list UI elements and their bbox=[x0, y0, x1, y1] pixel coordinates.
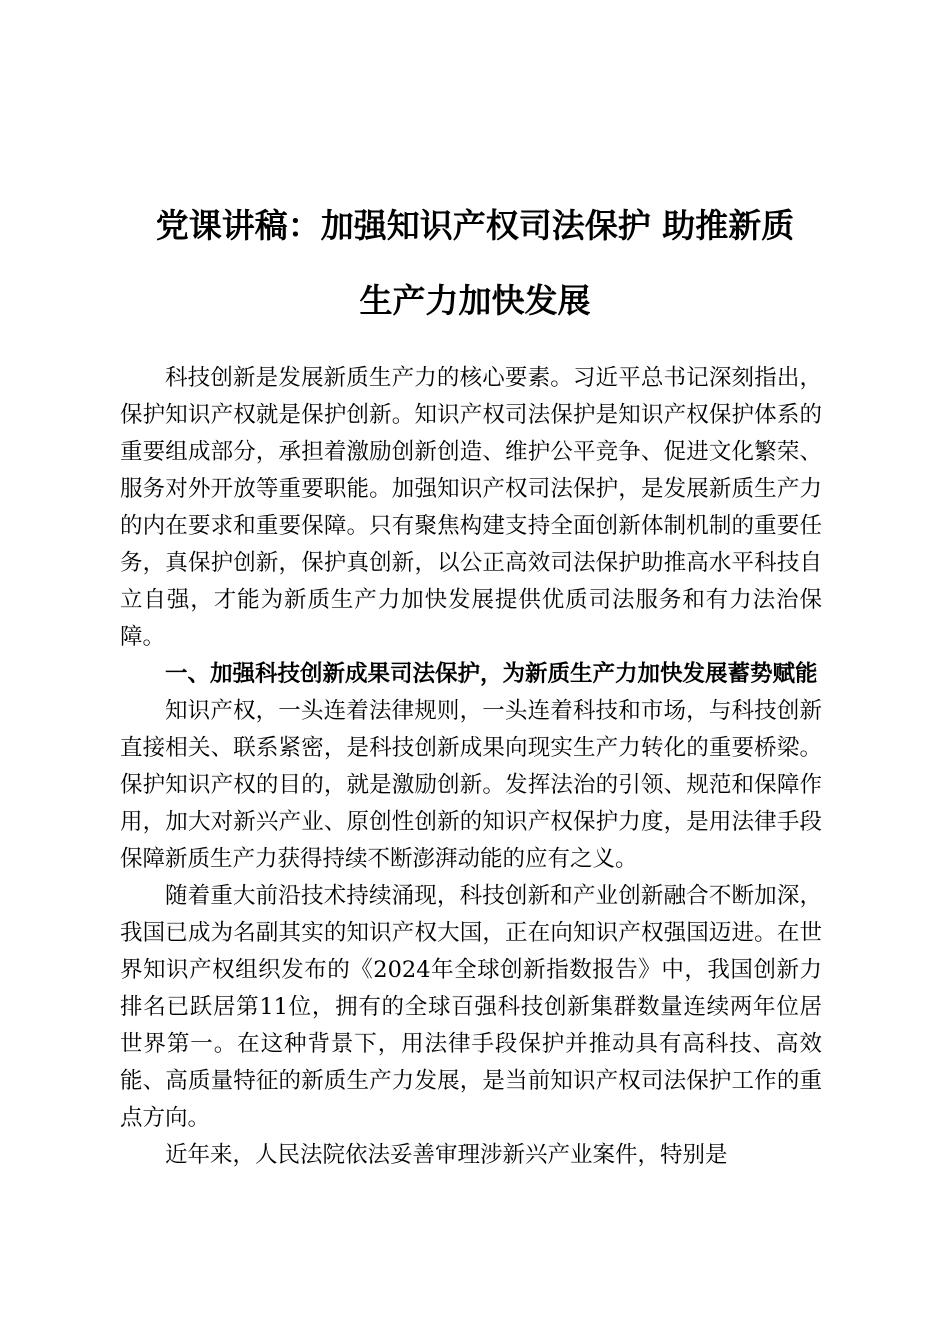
paragraph-intro: 科技创新是发展新质生产力的核心要素。习近平总书记深刻指出，保护知识产权就是保护创新。知识产权司法保护是知识产权保护体系的重要组成部分，承担着激励创新创造、维护公平竞争、促进文化繁荣、服务对外开放等重要职能。加强知识产权司法保护，是发展新质生产力的内在要求和重要保障。只有聚焦构建支持全面创新体制机制的重要任务，真保护创新，保护真创新，以公正高效司法保护助推高水平科技自立自强，才能为新质生产力加快发展提供优质司法服务和有力法治保障。 bbox=[120, 365, 822, 650]
paragraph-ip-bridge: 知识产权，一头连着法律规则，一头连着科技和市场，与科技创新直接相关、联系紧密，是科技创新成果向现实生产力转化的重要桥梁。保护知识产权的目的，就是激励创新。发挥法治的引领、规范和保障作用，加大对新兴产业、原创性创新的知识产权保护力度，是用法律手段保障新质生产力获得持续不断澎湃动能的应有之义。 bbox=[120, 698, 822, 872]
document-body bbox=[120, 360, 822, 1174]
title-line-1: 党课讲稿：加强知识产权司法保护 助推新质 bbox=[155, 206, 795, 245]
section-heading-1: 一、加强科技创新成果司法保护，为新质生产力加快发展蓄势赋能 bbox=[165, 661, 818, 687]
document-title bbox=[110, 188, 840, 338]
paragraph-recent-years: 近年来，人民法院依法妥善审理涉新兴产业案件，特别是 bbox=[165, 1142, 728, 1168]
paragraph-innovation-ranking: 随着重大前沿技术持续涌现，科技创新和产业创新融合不断加深，我国已成为名副其实的知识产权大国，正在向知识产权强国迈进。在世界知识产权组织发布的《2024年全球创新指数报告》中，我国创新力排名已跃居第11位，拥有的全球百强科技创新集群数量连续两年位居世界第一。在这种背景下，用法律手段保护并推动具有高科技、高效能、高质量特征的新质生产力发展，是当前知识产权司法保护工作的重点方向。 bbox=[120, 883, 822, 1131]
title-line-2: 生产力加快发展 bbox=[359, 281, 591, 320]
